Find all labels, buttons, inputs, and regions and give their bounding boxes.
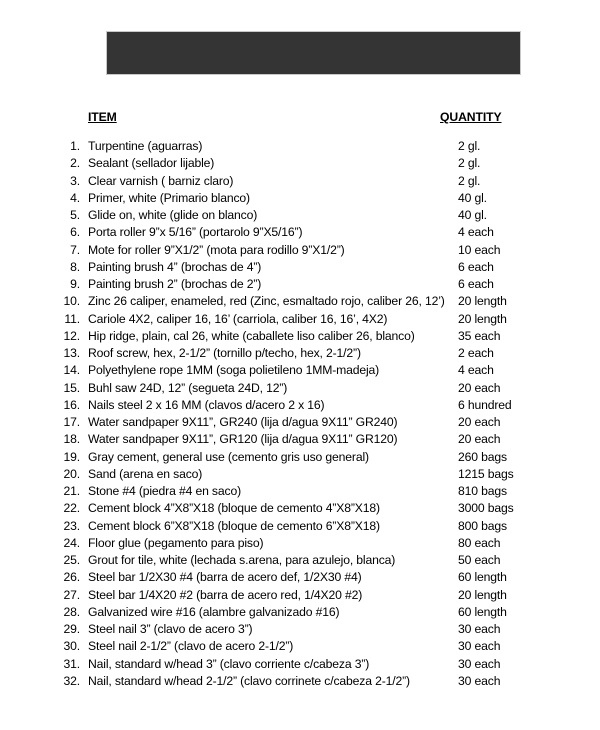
row-item-description: Painting brush 4” (brochas de 4”) bbox=[88, 259, 262, 274]
row-item-description: Polyethylene rope 1MM (soga polietileno 1MM-madeja) bbox=[88, 363, 380, 378]
row-item-description: Stone #4 (piedra #4 en saco) bbox=[88, 484, 241, 498]
row-number: 22. bbox=[63, 501, 80, 516]
row-item-description: Cement block 6”X8”X18 (bloque de cemento 6”X8”X18) bbox=[88, 518, 380, 533]
row-quantity: 10 each bbox=[458, 242, 501, 257]
row-number: 17. bbox=[63, 415, 80, 429]
row-quantity: 6 hundred bbox=[458, 397, 512, 412]
row-number: 6. bbox=[70, 225, 80, 240]
row-quantity: 35 each bbox=[458, 328, 501, 343]
table-row bbox=[0, 552, 600, 569]
row-quantity: 20 each bbox=[458, 415, 501, 429]
row-item-description: Water sandpaper 9X11”, GR120 (lija d/agua 9X11” GR120) bbox=[88, 432, 398, 447]
row-quantity: 6 each bbox=[458, 277, 494, 291]
row-item-description: Roof screw, hex, 2-1/2” (tornillo p/techo, hex, 2-1/2”) bbox=[88, 346, 361, 360]
row-quantity: 20 each bbox=[458, 380, 501, 395]
row-quantity: 40 gl. bbox=[458, 208, 487, 222]
row-quantity: 80 each bbox=[458, 535, 501, 550]
row-item-description: Primer, white (Primario blanco) bbox=[88, 190, 250, 205]
row-number: 10. bbox=[63, 294, 80, 309]
table-row bbox=[0, 449, 600, 466]
table-row bbox=[0, 500, 600, 517]
row-number: 21. bbox=[63, 484, 80, 498]
row-number: 24. bbox=[63, 535, 80, 550]
row-number: 15. bbox=[63, 380, 80, 395]
row-item-description: Glide on, white (glide on blanco) bbox=[88, 208, 258, 222]
row-quantity: 50 each bbox=[458, 553, 501, 567]
table-row bbox=[0, 604, 600, 621]
table-row bbox=[0, 242, 600, 259]
table-header-row bbox=[0, 110, 600, 126]
row-number: 7. bbox=[70, 242, 80, 257]
row-item-description: Mote for roller 9”X1/2” (mota para rodillo 9”X1/2”) bbox=[88, 242, 345, 257]
table-row bbox=[0, 207, 600, 224]
table-row bbox=[0, 656, 600, 673]
row-item-description: Sand (arena en saco) bbox=[88, 466, 203, 481]
row-quantity: 4 each bbox=[458, 363, 494, 378]
table-row bbox=[0, 328, 600, 345]
row-item-description: Grout for tile, white (lechada s.arena, para azulejo, blanca) bbox=[88, 553, 396, 567]
row-quantity: 260 bags bbox=[458, 449, 507, 464]
row-number: 12. bbox=[63, 328, 80, 343]
row-number: 25. bbox=[63, 553, 80, 567]
table-row bbox=[0, 414, 600, 431]
row-quantity: 2 gl. bbox=[458, 173, 481, 188]
row-number: 29. bbox=[63, 622, 80, 636]
row-item-description: Nail, standard w/head 3” (clavo corriente c/cabeza 3”) bbox=[88, 656, 370, 671]
redacted-title-banner bbox=[106, 31, 521, 75]
row-number: 8. bbox=[70, 259, 80, 274]
column-header-quantity: QUANTITY bbox=[440, 110, 502, 124]
row-item-description: Sealant (sellador lijable) bbox=[88, 156, 215, 171]
row-quantity: 800 bags bbox=[458, 518, 507, 533]
row-item-description: Galvanized wire #16 (alambre galvanizado #16) bbox=[88, 604, 340, 619]
row-number: 26. bbox=[63, 570, 80, 585]
table-row bbox=[0, 431, 600, 448]
table-row bbox=[0, 155, 600, 172]
row-number: 27. bbox=[63, 587, 80, 602]
row-quantity: 2 each bbox=[458, 346, 494, 360]
row-quantity: 20 length bbox=[458, 587, 507, 602]
row-quantity: 1215 bags bbox=[458, 466, 514, 481]
table-row bbox=[0, 397, 600, 414]
row-number: 2. bbox=[70, 156, 80, 171]
row-number: 18. bbox=[63, 432, 80, 447]
table-row bbox=[0, 224, 600, 241]
row-quantity: 2 gl. bbox=[458, 156, 481, 171]
row-quantity: 30 each bbox=[458, 639, 501, 654]
row-quantity: 60 length bbox=[458, 570, 507, 585]
table-row bbox=[0, 638, 600, 655]
row-quantity: 30 each bbox=[458, 673, 501, 688]
row-quantity: 60 length bbox=[458, 604, 507, 619]
row-quantity: 40 gl. bbox=[458, 190, 487, 205]
row-item-description: Steel nail 3” (clavo de acero 3”) bbox=[88, 622, 253, 636]
row-quantity: 20 length bbox=[458, 294, 507, 309]
row-item-description: Steel nail 2-1/2” (clavo de acero 2-1/2”) bbox=[88, 639, 294, 654]
row-item-description: Hip ridge, plain, cal 26, white (caballete liso caliber 26, blanco) bbox=[88, 328, 415, 343]
row-quantity: 6 each bbox=[458, 259, 494, 274]
row-number: 5. bbox=[70, 208, 80, 222]
table-row bbox=[0, 587, 600, 604]
table-row bbox=[0, 673, 600, 690]
row-item-description: Turpentine (aguarras) bbox=[88, 139, 203, 153]
table-row bbox=[0, 173, 600, 190]
table-row bbox=[0, 259, 600, 276]
table-row bbox=[0, 276, 600, 293]
row-number: 16. bbox=[63, 397, 80, 412]
table-row bbox=[0, 311, 600, 328]
table-row bbox=[0, 535, 600, 552]
table-row bbox=[0, 362, 600, 379]
row-number: 9. bbox=[70, 277, 80, 291]
row-item-description: Steel bar 1/2X30 #4 (barra de acero def, 1/2X30 #4) bbox=[88, 570, 362, 585]
row-item-description: Nail, standard w/head 2-1/2” (clavo corrinete c/cabeza 2-1/2”) bbox=[88, 673, 410, 688]
row-item-description: Porta roller 9”x 5/16” (portarolo 9”X5/16”) bbox=[88, 225, 303, 240]
row-quantity: 20 length bbox=[458, 311, 507, 326]
row-number: 31. bbox=[63, 656, 80, 671]
column-header-item: ITEM bbox=[88, 110, 117, 124]
row-item-description: Clear varnish ( barniz claro) bbox=[88, 173, 234, 188]
table-row bbox=[0, 190, 600, 207]
row-number: 1. bbox=[70, 139, 80, 153]
row-item-description: Painting brush 2” (brochas de 2”) bbox=[88, 277, 262, 291]
row-quantity: 20 each bbox=[458, 432, 501, 447]
row-item-description: Gray cement, general use (cemento gris uso general) bbox=[88, 449, 369, 464]
row-item-description: Buhl saw 24D, 12” (segueta 24D, 12”) bbox=[88, 380, 288, 395]
row-item-description: Floor glue (pegamento para piso) bbox=[88, 535, 264, 550]
row-number: 13. bbox=[63, 346, 80, 360]
row-quantity: 30 each bbox=[458, 656, 501, 671]
row-quantity: 30 each bbox=[458, 622, 501, 636]
row-number: 19. bbox=[63, 449, 80, 464]
table-row bbox=[0, 345, 600, 362]
table-row bbox=[0, 293, 600, 310]
table-row bbox=[0, 466, 600, 483]
table-row bbox=[0, 569, 600, 586]
row-number: 20. bbox=[63, 466, 80, 481]
row-item-description: Steel bar 1/4X20 #2 (barra de acero red, 1/4X20 #2) bbox=[88, 587, 363, 602]
table-row bbox=[0, 483, 600, 500]
table-row bbox=[0, 621, 600, 638]
table-row bbox=[0, 138, 600, 155]
row-number: 32. bbox=[63, 673, 80, 688]
row-quantity: 2 gl. bbox=[458, 139, 481, 153]
row-quantity: 3000 bags bbox=[458, 501, 514, 516]
row-item-description: Nails steel 2 x 16 MM (clavos d/acero 2 x 16) bbox=[88, 397, 325, 412]
row-item-description: Cariole 4X2, caliper 16, 16’ (carriola, caliber 16, 16’, 4X2) bbox=[88, 311, 388, 326]
row-number: 23. bbox=[63, 518, 80, 533]
materials-list bbox=[0, 138, 600, 690]
row-number: 4. bbox=[70, 190, 80, 205]
table-row bbox=[0, 380, 600, 397]
row-item-description: Water sandpaper 9X11”, GR240 (lija d/agua 9X11” GR240) bbox=[88, 415, 398, 429]
row-quantity: 4 each bbox=[458, 225, 494, 240]
row-number: 28. bbox=[63, 604, 80, 619]
row-quantity: 810 bags bbox=[458, 484, 507, 498]
row-item-description: Cement block 4”X8”X18 (bloque de cemento 4”X8”X18) bbox=[88, 501, 380, 516]
row-number: 11. bbox=[64, 311, 80, 326]
row-number: 14. bbox=[63, 363, 80, 378]
row-number: 30. bbox=[63, 639, 80, 654]
table-row bbox=[0, 518, 600, 535]
row-number: 3. bbox=[70, 173, 80, 188]
row-item-description: Zinc 26 caliper, enameled, red (Zinc, esmaltado rojo, caliber 26, 12’) bbox=[88, 294, 445, 309]
